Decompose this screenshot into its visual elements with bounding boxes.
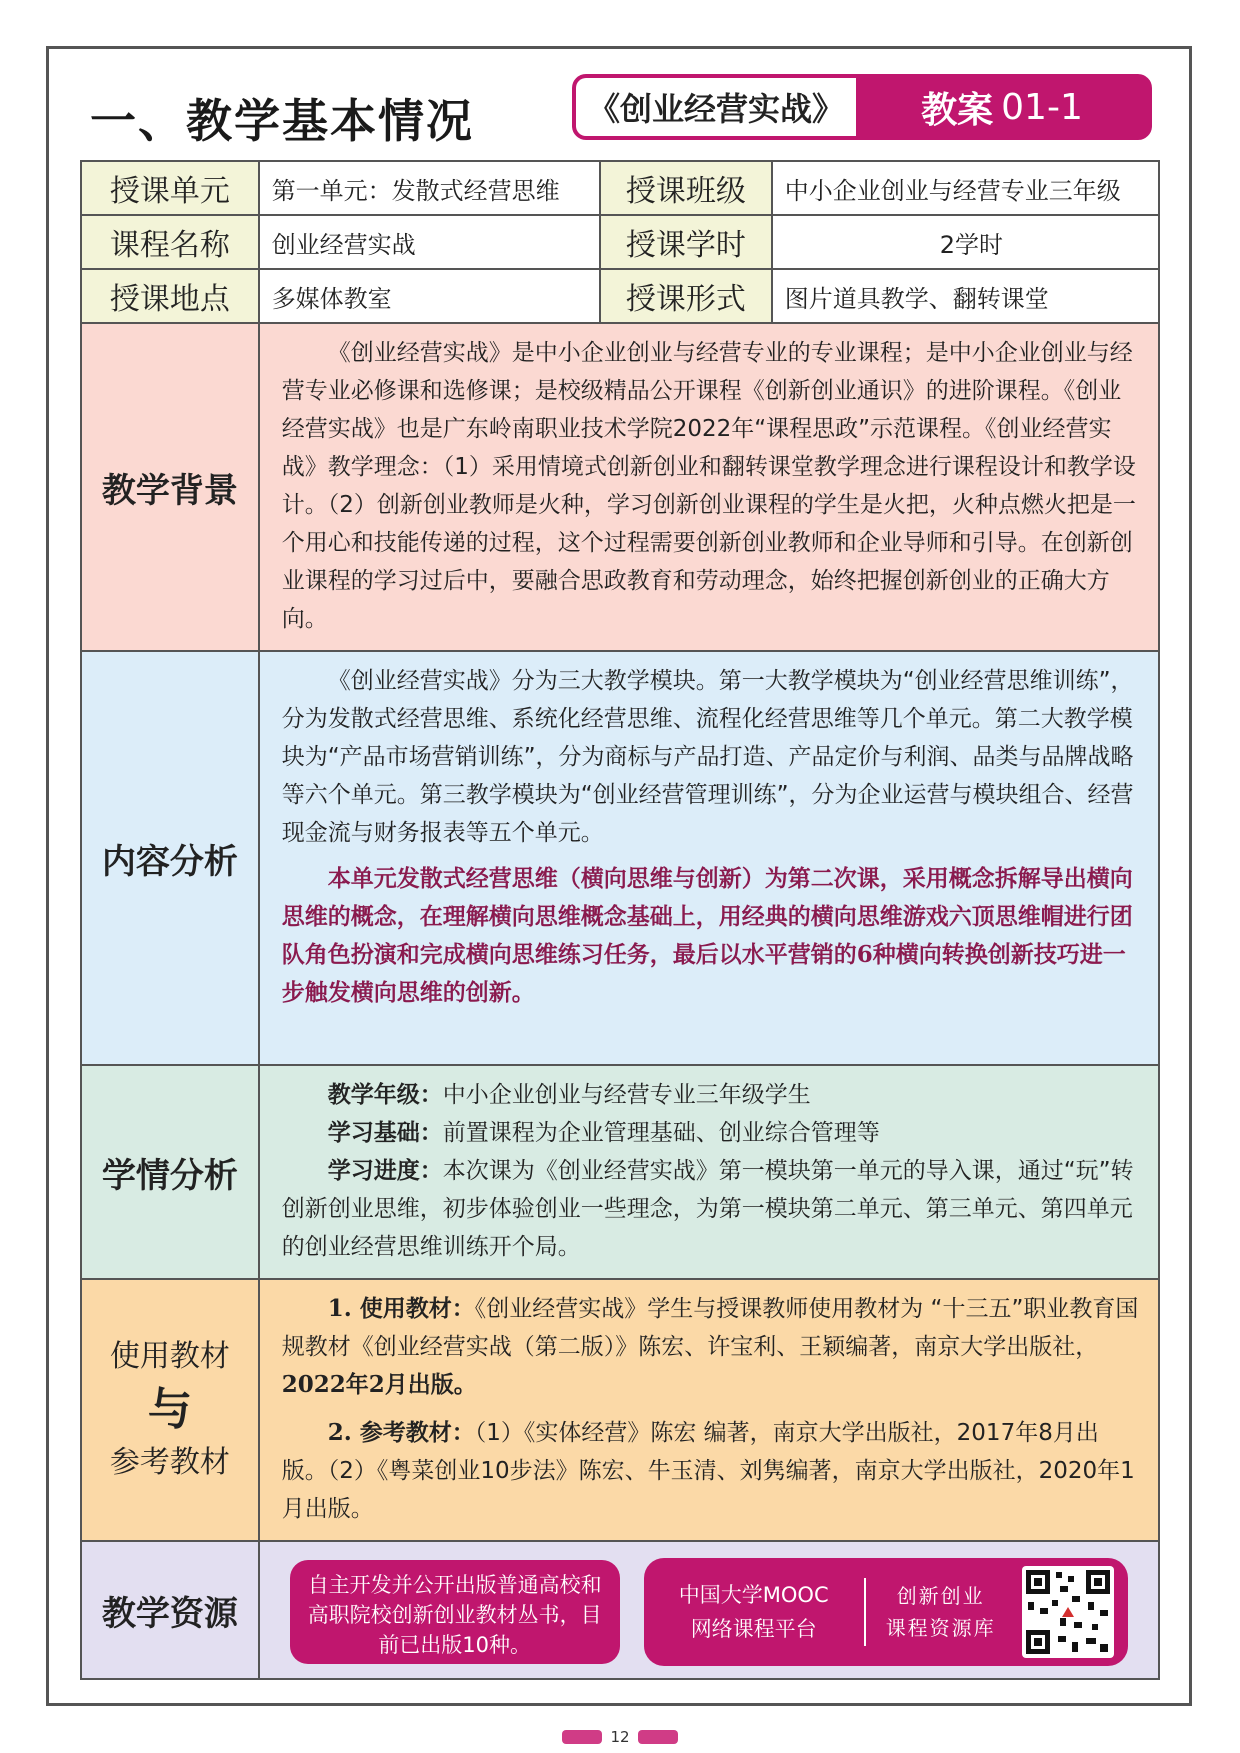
materials-item-2-label: 2. 参考教材： (327, 1419, 475, 1446)
materials-item-1-text: 《创业经营实战》学生与授课教师使用教材为 “十三五”职业教育国规教材《创业经营实战（第二版）》陈宏、许宝利、王颖编著，南京大学出版社， (281, 1296, 1139, 1360)
info-value: 中小企业创业与经营专业三年级 (772, 161, 1159, 215)
page-number-text: 12 (610, 1728, 630, 1746)
resources-label: 教学资源 (81, 1541, 259, 1679)
students-base-label: 学习基础： (327, 1119, 443, 1146)
materials-item-1-label: 1. 使用教材： (327, 1295, 475, 1322)
materials-item-1 (282, 1290, 1142, 1404)
badge-label: 教案 (921, 89, 994, 131)
students-label: 学情分析 (81, 1065, 259, 1279)
students-base-text: 前置课程为企业管理基础、创业综合管理等 (442, 1120, 880, 1146)
info-row (81, 269, 1159, 323)
info-header: 授课单元 (81, 161, 259, 215)
students-grade-text: 中小企业创业与经营专业三年级学生 (442, 1082, 811, 1108)
content-text-cell (259, 651, 1159, 1065)
content-text-unit: 本单元发散式经营思维（横向思维与创新）为第二次课，采用概念拆解导出横向思维的概念，在理解横向思维概念基础上，用经典的横向思维游戏六顶思维帽进行团队角色扮演和完成横向思维练习任务，最后以水平营销的6种横向转换创新技巧进一步触发横向思维的创新。 (281, 865, 1133, 1006)
lesson-plan-table (80, 160, 1160, 1680)
students-progress-text: 本次课为《创业经营实战》第一模块第一单元的导入课，通过“玩”转创新创业思维，初步体验创业一些理念，为第一模块第二单元、第三单元、第四单元的创业经营思维训练开个局。 (281, 1158, 1134, 1260)
students-text-cell (259, 1065, 1159, 1279)
students-grade-label: 教学年级： (327, 1081, 443, 1108)
content-text-modules: 《创业经营实战》分为三大教学模块。第一大教学模块为“创业经营思维训练”，分为发散式经营思维、系统化经营思维、流程化经营思维等几个单元。第二大教学模块为“产品市场营销训练”，分为商标与产品打造、产品定价与利润、品类与品牌战略等六个单元。第三教学模块为“创业经营管理训练”，分为企业运营与模块组合、经营现金流与财务报表等五个单元。 (281, 668, 1134, 846)
background-text-cell (259, 323, 1159, 651)
resources-cell (259, 1541, 1159, 1679)
materials-item-2 (282, 1414, 1142, 1528)
info-header: 授课地点 (81, 269, 259, 323)
textbook-series-box: 自主开发并公开出版普通高校和高职院校创新创业教材丛书，目前已出版10种。 (290, 1560, 620, 1664)
resource-library-label (866, 1580, 1016, 1644)
content-label: 内容分析 (81, 651, 259, 1065)
materials-label-top: 使用教材 (109, 1339, 230, 1374)
page-number-bar-right (638, 1730, 678, 1744)
info-value: 多媒体教室 (259, 269, 600, 323)
students-progress-label: 学习进度： (327, 1157, 443, 1184)
badge-number: 01-1 (1001, 86, 1083, 128)
content-section (81, 651, 1159, 1065)
info-value: 2学时 (772, 215, 1159, 269)
badge-course-name: 《创业经营实战》 (576, 78, 856, 136)
qr-code-icon[interactable] (1022, 1566, 1114, 1658)
info-header: 授课学时 (600, 215, 772, 269)
info-row (81, 161, 1159, 215)
mooc-line-1: 中国大学MOOC (678, 1583, 829, 1607)
students-section (81, 1065, 1159, 1279)
info-value: 第一单元：发散式经营思维 (259, 161, 600, 215)
background-section (81, 323, 1159, 651)
mooc-line-2: 网络课程平台 (690, 1617, 817, 1641)
materials-label (81, 1279, 259, 1541)
background-label: 教学背景 (81, 323, 259, 651)
materials-label-bottom: 参考教材 (109, 1445, 230, 1480)
info-value: 图片道具教学、翻转课堂 (772, 269, 1159, 323)
mooc-platform-box[interactable] (644, 1558, 1128, 1666)
info-row (81, 215, 1159, 269)
materials-text-cell (259, 1279, 1159, 1541)
resources-section (81, 1541, 1159, 1679)
materials-label-mid: 与 (147, 1384, 192, 1435)
lesson-badge (572, 74, 1152, 140)
background-text: 《创业经营实战》是中小企业创业与经营专业的专业课程；是中小企业创业与经营专业必修课和选修课；是校级精品公开课程《创新创业通识》的进阶课程。《创业经营实战》也是广东岭南职业技术学院2022年“课程思政”示范课程。《创业经营实战》教学理念：（1）采用情境式创新创业和翻转课堂教学理念进行课程设计和教学设计。（2）创新创业教师是火种，学习创新创业课程的学生是火把，火种点燃火把是一个用心和技能传递的过程，这个过程需要创新创业教师和企业导师和引导。在创新创业课程的学习过后中，要融合思政教育和劳动理念，始终把握创新创业的正确大方向。 (281, 340, 1136, 632)
students-base (282, 1114, 1142, 1152)
page-number-bar-left (562, 1730, 602, 1744)
info-value: 创业经营实战 (259, 215, 600, 269)
library-line-1: 创新创业 (896, 1584, 985, 1608)
library-line-2: 课程资源库 (885, 1616, 996, 1640)
page-number (560, 1726, 680, 1748)
students-grade (282, 1076, 1142, 1114)
materials-item-1-date: 2022年2月出版。 (281, 1371, 477, 1398)
materials-item-2-text: （1）《实体经营》陈宏 编著，南京大学出版社，2017年8月出版。（2）《粤菜创业10步法》陈宏、牛玉清、刘隽编著，南京大学出版社，2020年1月出版。 (281, 1420, 1135, 1522)
info-header: 课程名称 (81, 215, 259, 269)
materials-section (81, 1279, 1159, 1541)
students-progress (282, 1152, 1142, 1266)
mooc-platform-label (644, 1578, 866, 1646)
badge-lesson-id (856, 78, 1148, 136)
info-header: 授课形式 (600, 269, 772, 323)
page-title: 一、教学基本情况 (90, 94, 474, 148)
info-header: 授课班级 (600, 161, 772, 215)
